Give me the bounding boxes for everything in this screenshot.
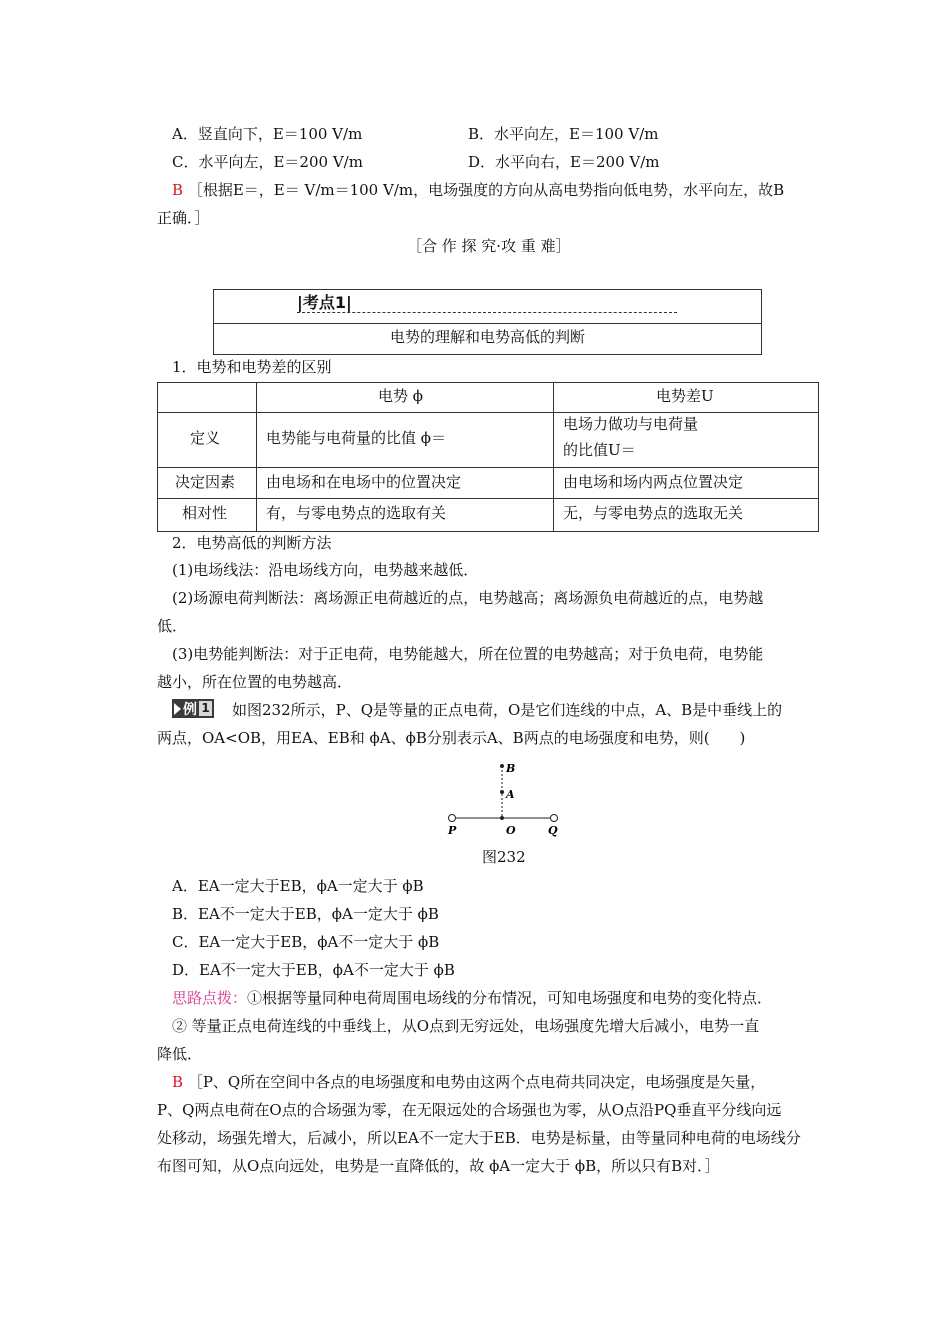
table-cell: 无，与零电势点的选取无关 bbox=[563, 504, 744, 522]
figure-caption: 图232 bbox=[482, 848, 526, 866]
kaodian-separator bbox=[214, 323, 761, 324]
label-p: P bbox=[448, 824, 457, 837]
comparison-table bbox=[157, 382, 819, 532]
answer-1-text: ［根据E＝，E＝ V/m＝100 V/m，电场强度的方向从高电势指向低电势，水平向左，故B bbox=[187, 181, 785, 199]
ex-option-d: D．EA不一定大于EB，ϕA不一定大于 ϕB bbox=[172, 961, 455, 979]
label-a: A bbox=[506, 788, 515, 801]
point-1-title: 1．电势和电势差的区别 bbox=[172, 358, 332, 376]
table-hline-3 bbox=[158, 498, 818, 499]
section-header: ［合 作 探 究·攻 重 难］ bbox=[407, 237, 571, 255]
method-2-line1: (2)场源电荷判断法：离场源正电荷越近的点，电势越高；离场源负电荷越近的点，电势越 bbox=[172, 589, 764, 607]
answer-2-line4: 布图可知，从O点向远处，电势是一直降低的，故 ϕA一定大于 ϕB，所以只有B对．］ bbox=[157, 1157, 720, 1175]
charge-q bbox=[551, 815, 558, 822]
hint-line2: ② 等量正点电荷连线的中垂线上，从O点到无穷远处，电场强度先增大后减小，电势一直 bbox=[172, 1017, 760, 1035]
table-row-label: 定义 bbox=[190, 429, 221, 447]
method-1: (1)电场线法：沿电场线方向，电势越来越低． bbox=[172, 561, 479, 579]
option-d: D．水平向右，E＝200 V/m bbox=[468, 153, 660, 171]
example-line2: 两点，OA<OB，用EA、EB和 ϕA、ϕB分别表示A、B两点的电场强度和电势，则( ) bbox=[157, 729, 746, 747]
table-hline-1 bbox=[158, 412, 818, 413]
answer-2-line3: 处移动，场强先增大，后减小，所以EA不一定大于EB．电势是标量，由等量同种电荷的电场线分 bbox=[157, 1129, 801, 1147]
table-vline-2 bbox=[553, 383, 554, 531]
hint-label: 思路点拨： bbox=[172, 989, 248, 1007]
table-cell: 的比值U＝ bbox=[563, 441, 636, 459]
example-line1: 如图232所示，P、Q是等量的正点电荷，O是它们连线的中点，A、B是中垂线上的 bbox=[232, 701, 783, 719]
point-2-title: 2．电势高低的判断方法 bbox=[172, 534, 332, 552]
example-badge-number: 1 bbox=[199, 701, 212, 716]
table-row-label: 相对性 bbox=[182, 504, 228, 522]
table-header-potential-difference: 电势差U bbox=[656, 387, 714, 405]
label-q: Q bbox=[548, 824, 558, 837]
method-3-line1: (3)电势能判断法：对于正电荷，电势能越大，所在位置的电势越高；对于负电荷，电势能 bbox=[172, 645, 764, 663]
ex-option-c: C．EA一定大于EB，ϕA不一定大于 ϕB bbox=[172, 933, 440, 951]
answer-1-line2: 正确．］ bbox=[157, 209, 210, 227]
ex-option-a: A．EA一定大于EB，ϕA一定大于 ϕB bbox=[172, 877, 424, 895]
answer-2-line2: P、Q两点电荷在O点的合场强为零，在无限远处的合场强也为零，从O点沿PQ垂直平分线向远 bbox=[157, 1101, 782, 1119]
table-cell: 电场力做功与电荷量 bbox=[563, 415, 699, 433]
table-header-potential: 电势 ϕ bbox=[378, 387, 423, 405]
label-b: B bbox=[506, 762, 516, 775]
answer-2-letter: B bbox=[172, 1073, 184, 1091]
method-3-line2: 越小，所在位置的电势越高． bbox=[157, 673, 353, 691]
answer-2-text: ［P、Q所在空间中各点的电场强度和电势由这两个点电荷共同决定，电场强度是矢量， bbox=[187, 1073, 766, 1091]
example-badge bbox=[172, 699, 214, 718]
example-badge-label: 例 bbox=[183, 702, 197, 718]
option-a: A．竖直向下，E＝100 V/m bbox=[172, 125, 363, 143]
point-b bbox=[500, 764, 504, 768]
figure-232 bbox=[440, 758, 570, 838]
kaodian-dash bbox=[297, 312, 677, 313]
answer-1-line1 bbox=[172, 179, 784, 200]
label-o: O bbox=[506, 824, 516, 837]
ex-option-b: B．EA不一定大于EB，ϕA一定大于 ϕB bbox=[172, 905, 439, 923]
option-b: B．水平向左，E＝100 V/m bbox=[468, 125, 659, 143]
table-hline-2 bbox=[158, 467, 818, 468]
table-cell: 由电场和场内两点位置决定 bbox=[563, 473, 744, 491]
table-cell: 由电场和在电场中的位置决定 bbox=[266, 473, 462, 491]
charge-p bbox=[449, 815, 456, 822]
kaodian-title: |考点1| bbox=[297, 293, 352, 312]
method-2-line2: 低． bbox=[157, 617, 188, 635]
hint-line1 bbox=[172, 987, 772, 1008]
option-c: C．水平向左，E＝200 V/m bbox=[172, 153, 363, 171]
answer-1-letter: B bbox=[172, 181, 184, 199]
table-cell: 有，与零电势点的选取有关 bbox=[266, 504, 447, 522]
point-a bbox=[500, 790, 504, 794]
kaodian-subtitle: 电势的理解和电势高低的判断 bbox=[389, 328, 585, 346]
hint-line3: 降低． bbox=[157, 1045, 203, 1063]
play-arrow-icon bbox=[174, 703, 181, 715]
kaodian-box bbox=[213, 289, 762, 355]
answer-2-line1 bbox=[172, 1071, 765, 1092]
table-vline-1 bbox=[256, 383, 257, 531]
point-o bbox=[500, 816, 504, 820]
table-row-label: 决定因素 bbox=[175, 473, 236, 491]
hint-text: ①根据等量同种电荷周围电场线的分布情况，可知电场强度和电势的变化特点． bbox=[247, 989, 773, 1007]
table-cell: 电势能与电荷量的比值 ϕ＝ bbox=[266, 429, 446, 447]
